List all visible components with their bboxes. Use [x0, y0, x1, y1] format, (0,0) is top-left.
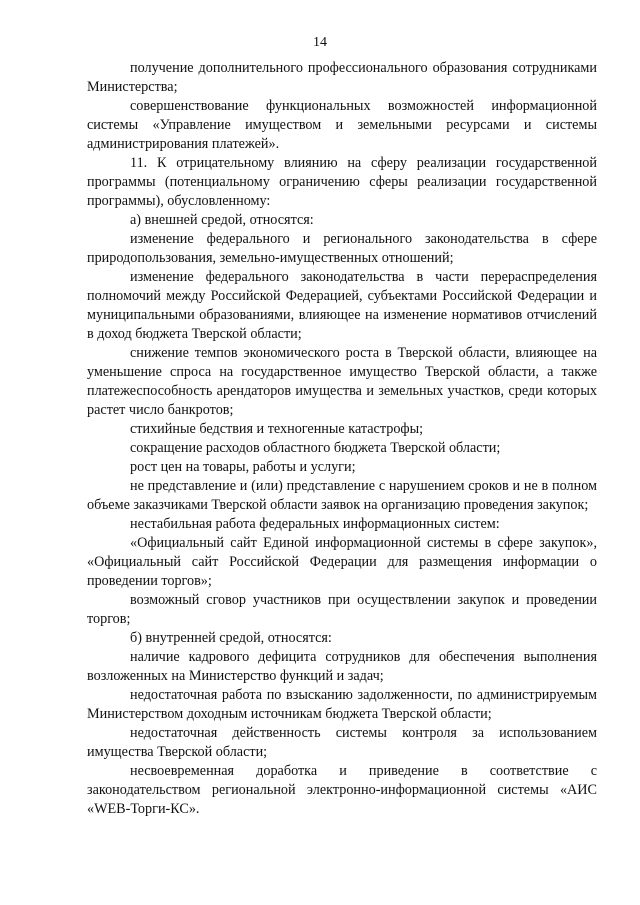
page-number: 14 — [313, 35, 327, 50]
paragraph: 11. К отрицательному влиянию на сферу реализации государственной программы (потенциальному ограничению сферы реализации государственной программы), обусловленному: — [87, 155, 597, 209]
paragraph: недостаточная работа по взысканию задолженности, по администрируемым Министерством доходным источникам бюджета Тверской области; — [87, 687, 597, 722]
paragraph: не представление и (или) представление с нарушением сроков и не в полном объеме заказчиками Тверской области заявок на организацию проведения закупок; — [87, 478, 597, 513]
paragraph: рост цен на товары, работы и услуги; — [130, 459, 356, 475]
paragraph: совершенствование функциональных возможностей информационной системы «Управление имуществом и земельными ресурсами и системы администрирования платежей». — [87, 98, 597, 152]
paragraph: б) внутренней средой, относятся: — [130, 630, 332, 646]
paragraph: стихийные бедствия и техногенные катастрофы; — [130, 421, 424, 437]
paragraph: получение дополнительного профессионального образования сотрудниками Министерства; — [87, 60, 597, 95]
paragraph: изменение федерального и регионального законодательства в сфере природопользования, земельно-имущественных отношений; — [87, 231, 597, 266]
paragraph: а) внешней средой, относятся: — [130, 212, 314, 228]
paragraph: «Официальный сайт Единой информационной системы в сфере закупок», «Официальный сайт Российской Федерации для размещения информации о проведении торгов»; — [87, 535, 597, 589]
paragraph: недостаточная действенность системы контроля за использованием имущества Тверской области; — [87, 725, 597, 760]
paragraph: изменение федерального законодательства в части перераспределения полномочий между Российской Федерацией, субъектами Российской Федерации и муниципальными образованиями, влияющее на изменение нормативов отчислений в доход бюджета Тверской области; — [87, 269, 597, 342]
paragraph: нестабильная работа федеральных информационных систем: — [130, 516, 500, 532]
paragraph: сокращение расходов областного бюджета Тверской области; — [130, 440, 501, 456]
paragraph: снижение темпов экономического роста в Тверской области, влияющее на уменьшение спроса на государственное имущество Тверской области, а также платежеспособность арендаторов имущества и земельных участков, среди которых растет число банкротов; — [87, 345, 597, 418]
paragraph: несвоевременная доработка и приведение в соответствие с законодательством региональной электронно-информационной системы «АИС «WEB-Торги-КС». — [87, 763, 597, 817]
document-body — [87, 59, 597, 819]
paragraph: возможный сговор участников при осуществлении закупок и проведении торгов; — [87, 592, 597, 627]
paragraph: наличие кадрового дефицита сотрудников для обеспечения выполнения возложенных на Министерство функций и задач; — [87, 649, 597, 684]
